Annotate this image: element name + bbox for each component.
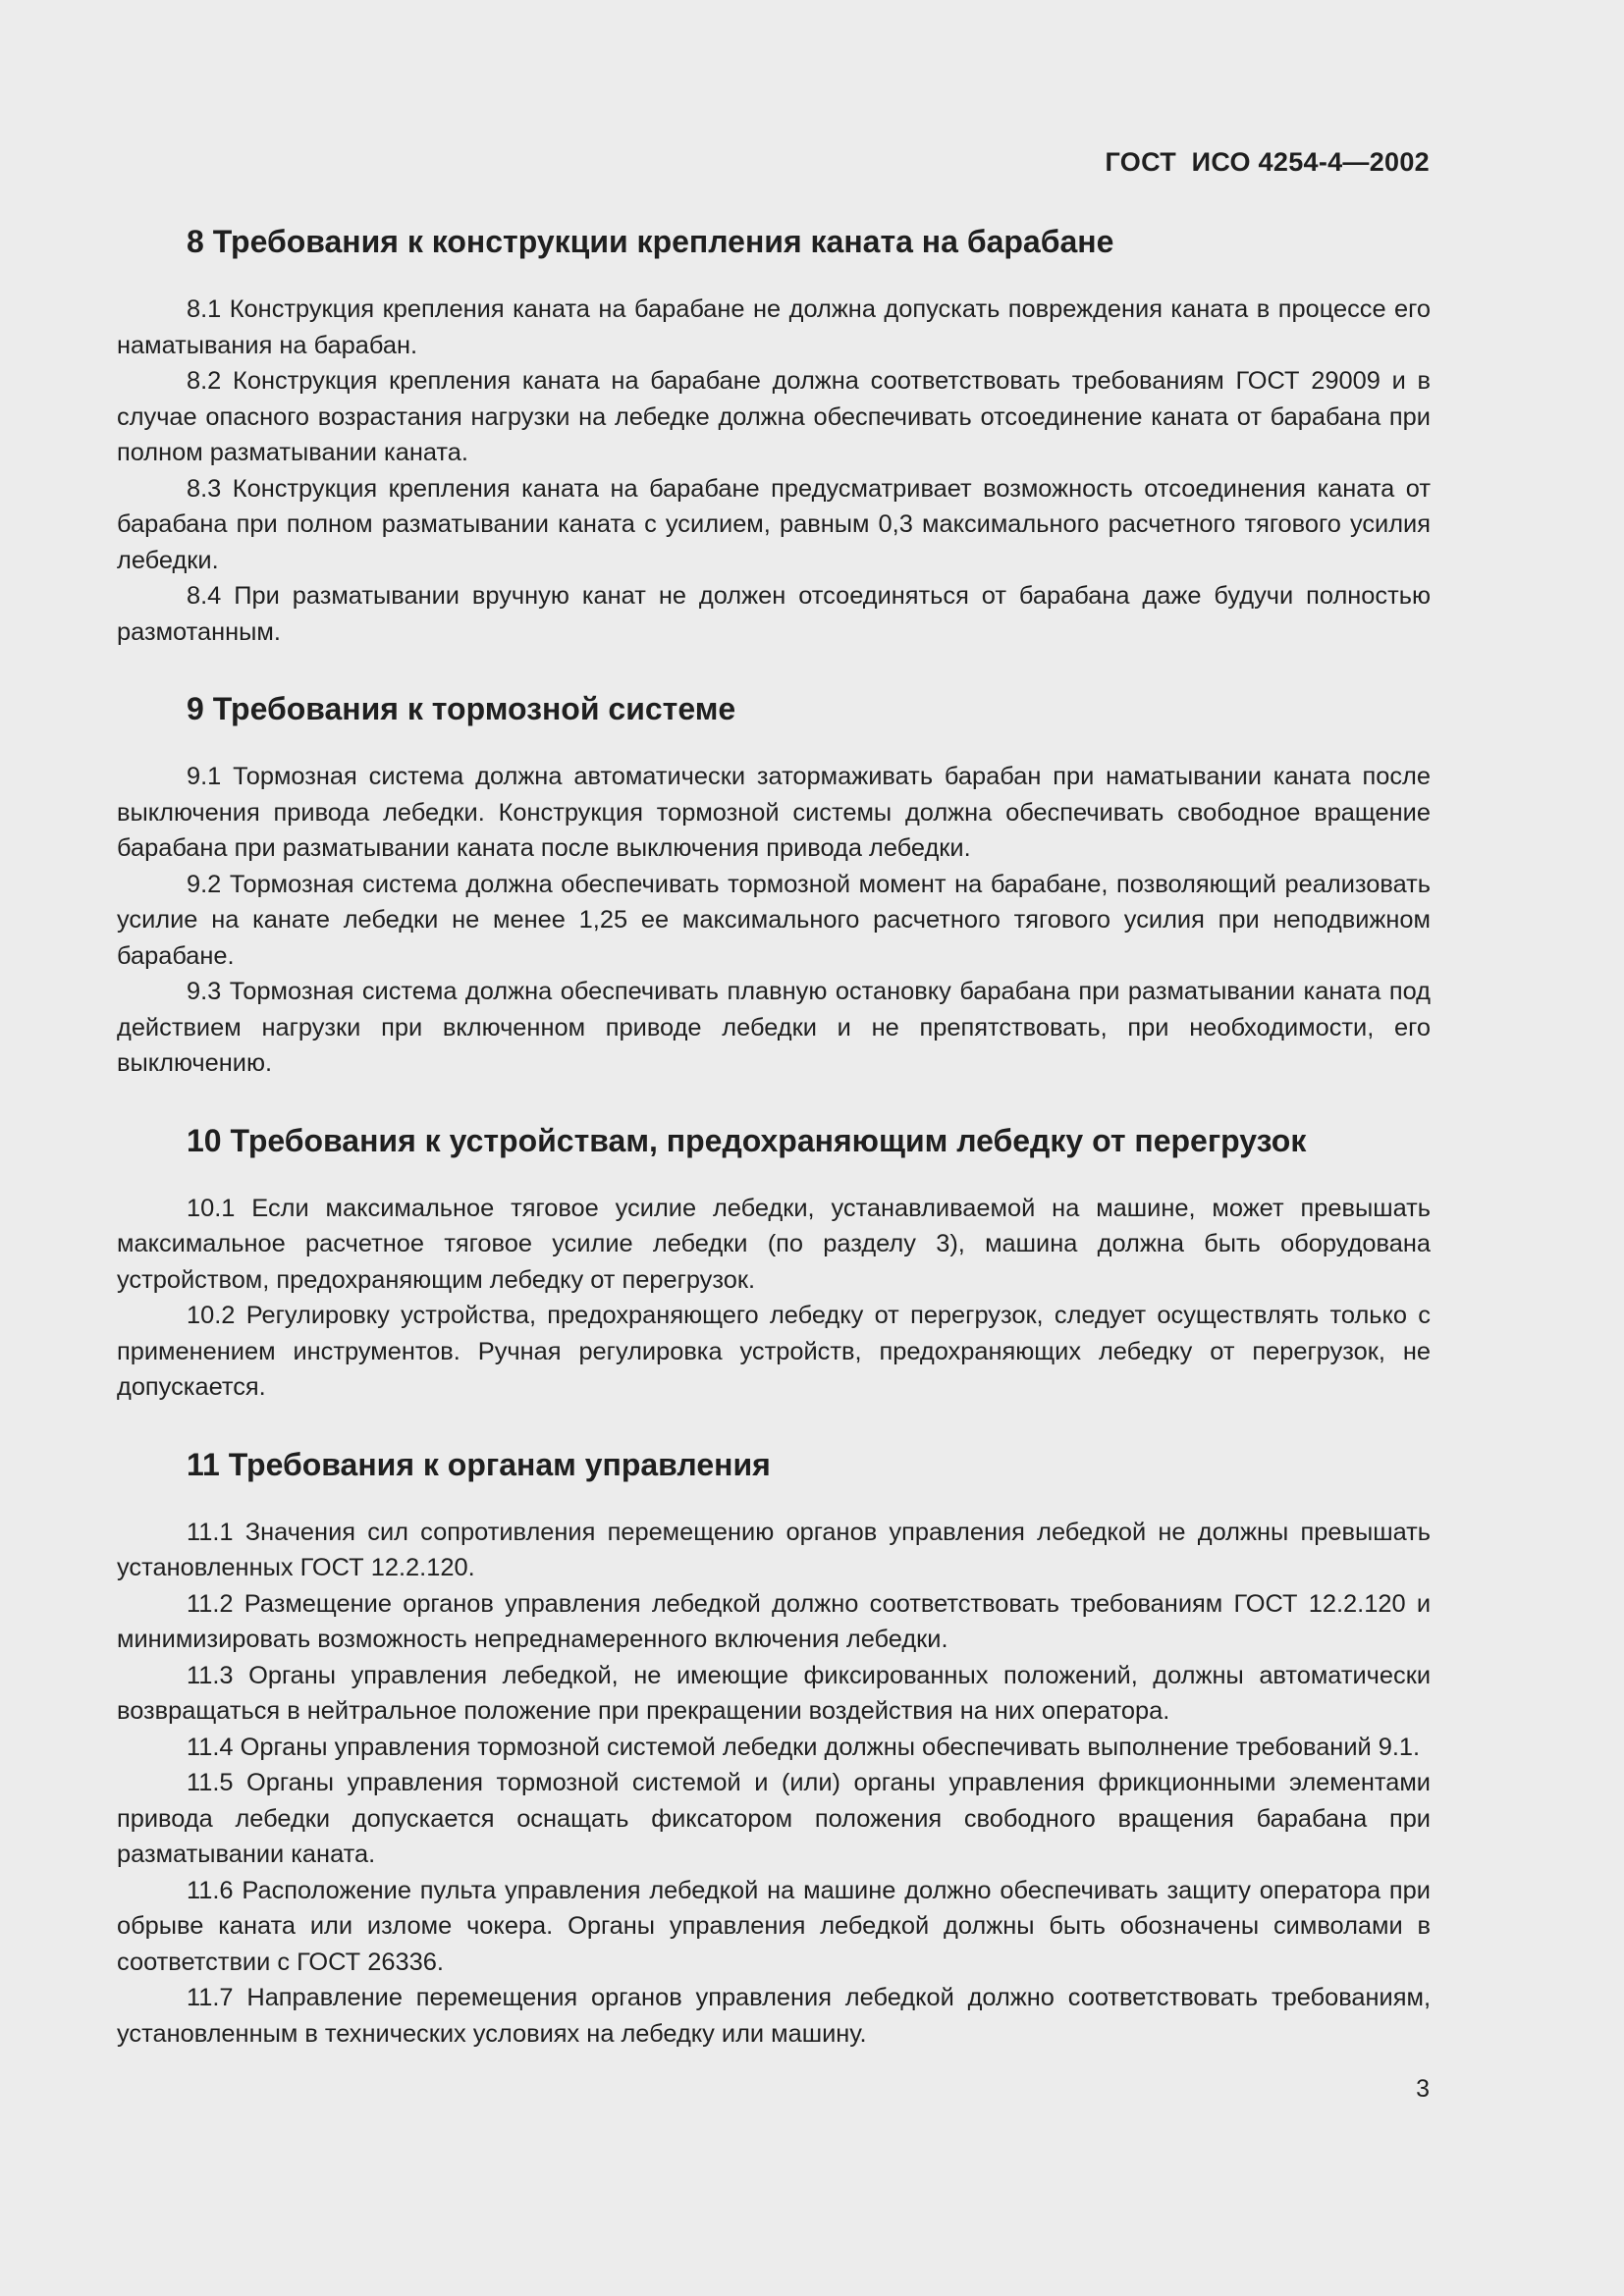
section-title: 9 Требования к тормозной системе: [187, 691, 736, 726]
section-10: [117, 1121, 1431, 1406]
section-11: [117, 1445, 1431, 2053]
section-title: 8 Требования к конструкции крепления каната на барабане: [187, 224, 1114, 259]
paragraph-9-1: 9.1 Тормозная система должна автоматически затормаживать барабан при наматывании каната после выключения привода лебедки. Конструкция тормозной системы должна обеспечивать свободное вращение барабана при разматывании каната после выключения привода лебедки.: [117, 763, 1431, 862]
paragraph-11-2: 11.2 Размещение органов управления лебедкой должно соответствовать требованиям ГОСТ 12.2.120 и минимизировать возможность непреднамеренного включения лебедки.: [117, 1589, 1431, 1653]
paragraph-8-2: 8.2 Конструкция крепления каната на барабане должна соответствовать требованиям ГОСТ 29009 и в случае опасного возрастания нагрузки на лебедке должна обеспечивать отсоединение каната от барабана при полном разматывании каната.: [117, 367, 1431, 466]
paragraph-11-3: 11.3 Органы управления лебедкой, не имеющие фиксированных положений, должны автоматически возвращаться в нейтральное положение при прекращении воздействия на них оператора.: [117, 1661, 1431, 1725]
paragraph-11-1: 11.1 Значения сил сопротивления перемещению органов управления лебедкой не должны превышать установленных ГОСТ 12.2.120.: [117, 1518, 1431, 1581]
paragraph-9-3: 9.3 Тормозная система должна обеспечивать плавную остановку барабана при разматывании каната под действием нагрузки при включенном приводе лебедки и не препятствовать, при необходимости, его выключению.: [117, 978, 1431, 1077]
section-8: [117, 222, 1431, 650]
paragraph-10-1: 10.1 Если максимальное тяговое усилие лебедки, устанавливаемой на машине, может превышать максимальное расчетное тяговое усилие лебедки (по разделу 3), машина должна быть оборудована устройством, предохраняющим лебедку от перегрузок.: [117, 1194, 1431, 1294]
paragraph-8-4: 8.4 При разматывании вручную канат не должен отсоединяться от барабана даже будучи полностью размотанным.: [117, 582, 1431, 646]
document-code: ГОСТ ИСО 4254-4—2002: [1105, 147, 1430, 177]
paragraph-11-7: 11.7 Направление перемещения органов управления лебедкой должно соответствовать требованиям, установленным в технических условиях на лебедку или машину.: [117, 1984, 1431, 2048]
document-body: [117, 222, 1431, 2052]
paragraph-8-3: 8.3 Конструкция крепления каната на барабане предусматривает возможность отсоединения каната от барабана при полном разматывании каната с усилием, равным 0,3 максимального расчетного тягового усилия лебедки.: [117, 474, 1431, 574]
section-9: [117, 689, 1431, 1082]
paragraph-11-5: 11.5 Органы управления тормозной системой и (или) органы управления фрикционными элементами привода лебедки допускается оснащать фиксатором положения свободного вращения барабана при разматывании каната.: [117, 1769, 1431, 1868]
paragraph-11-4: 11.4 Органы управления тормозной системой лебедки должны обеспечивать выполнение требований 9.1.: [187, 1733, 1421, 1761]
page-number: 3: [1416, 2075, 1430, 2103]
section-title: 11 Требования к органам управления: [187, 1446, 771, 1482]
paragraph-9-2: 9.2 Тормозная система должна обеспечивать тормозной момент на барабане, позволяющий реализовать усилие на канате лебедки не менее 1,25 ее максимального расчетного тягового усилия при неподвижном барабане.: [117, 870, 1431, 970]
paragraph-11-6: 11.6 Расположение пульта управления лебедкой на машине должно обеспечивать защиту оператора при обрыве каната или изломе чокера. Органы управления лебедкой должны быть обозначены символами в соответствии с ГОСТ 26336.: [117, 1876, 1431, 1976]
section-title: 10 Требования к устройствам, предохраняющим лебедку от перегрузок: [187, 1122, 1307, 1158]
paragraph-8-1: 8.1 Конструкция крепления каната на барабане не должна допускать повреждения каната в процессе его наматывания на барабан.: [117, 295, 1431, 359]
paragraph-10-2: 10.2 Регулировку устройства, предохраняющего лебедку от перегрузок, следует осуществлять только с применением инструментов. Ручная регулировка устройств, предохраняющих лебедку от перегрузок, не допускается.: [117, 1302, 1431, 1401]
